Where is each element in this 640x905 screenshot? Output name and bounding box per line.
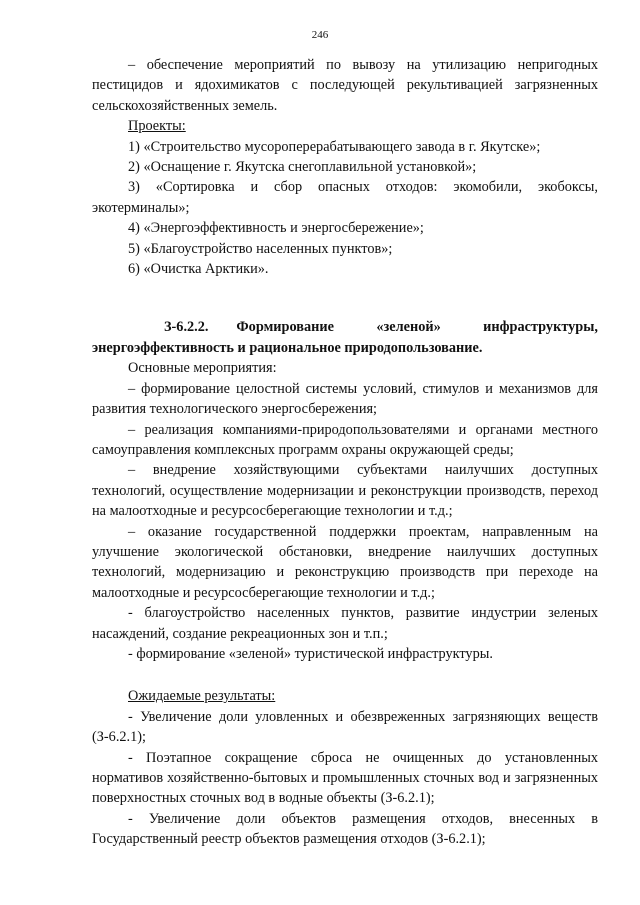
project-item: 6) «Очистка Арктики».: [128, 261, 269, 278]
activity-item: – оказание государственной поддержки проектам, направленным на улучшение экологической обстановки, внедрение наилучших доступных технологий, модернизацию и реконструкцию производств при переходе на малоотходные и ресурсосберегающие технологии и т.д.;: [92, 523, 598, 601]
activity-item: - формирование «зеленой» туристической инфраструктуры.: [128, 645, 493, 662]
activity-item: – реализация компаниями-природопользователями и органами местного самоуправления комплексных программ охраны окружающей среды;: [92, 421, 598, 458]
result-item: - Поэтапное сокращение сброса не очищенных до установленных нормативов хозяйственно-бытовых и промышленных сточных вод и загрязненных поверхностных сточных вод в водные объекты (З-6.2.1);: [92, 749, 598, 807]
project-item: 3) «Сортировка и сбор опасных отходов: экомобили, экобоксы, экотерминалы»;: [92, 179, 598, 216]
result-item: - Увеличение доли объектов размещения отходов, внесенных в Государственный реестр объектов размещения отходов (З-6.2.1);: [92, 810, 598, 848]
section-title: Формирование «зеленой» инфраструктуры, энергоэффективность и рациональное природопользование.: [92, 319, 598, 356]
result-item: - Увеличение доли уловленных и обезвреженных загрязняющих веществ (З-6.2.1);: [92, 708, 598, 746]
section-code: З-6.2.2.: [164, 319, 209, 336]
project-item: 2) «Оснащение г. Якутска снегоплавильной установкой»;: [128, 159, 477, 176]
results-heading: [92, 686, 598, 706]
page-content: [92, 55, 598, 850]
section-heading: [92, 317, 598, 358]
results-title: Ожидаемые результаты:: [128, 688, 276, 705]
activity-item: - благоустройство населенных пунктов, развитие индустрии зеленых насаждений, создание рекреационных зон и т.п.;: [92, 605, 598, 642]
activity-item: – формирование целостной системы условий, стимулов и механизмов для развития технологического энергосбережения;: [92, 380, 598, 418]
projects-heading: [92, 116, 598, 136]
intro-list-item: – обеспечение мероприятий по вывозу на утилизацию непригодных пестицидов и ядохимикатов с последующей рекультивацией загрязненных сельскохозяйственных земель.: [92, 57, 598, 114]
activities-label: Основные мероприятия:: [128, 360, 277, 377]
project-item: 1) «Строительство мусороперерабатывающего завода в г. Якутске»;: [128, 138, 541, 155]
project-item: 4) «Энергоэффективность и энергосбережение»;: [128, 220, 424, 237]
project-item: 5) «Благоустройство населенных пунктов»;: [128, 240, 393, 257]
page-number: 246: [311, 29, 329, 41]
projects-title: Проекты:: [128, 118, 186, 135]
activity-item: – внедрение хозяйствующими субъектами наилучших доступных технологий, осуществление модернизации и реконструкции производств, переход на малоотходные и ресурсосберегающие технологии и т.д.;: [92, 462, 598, 520]
